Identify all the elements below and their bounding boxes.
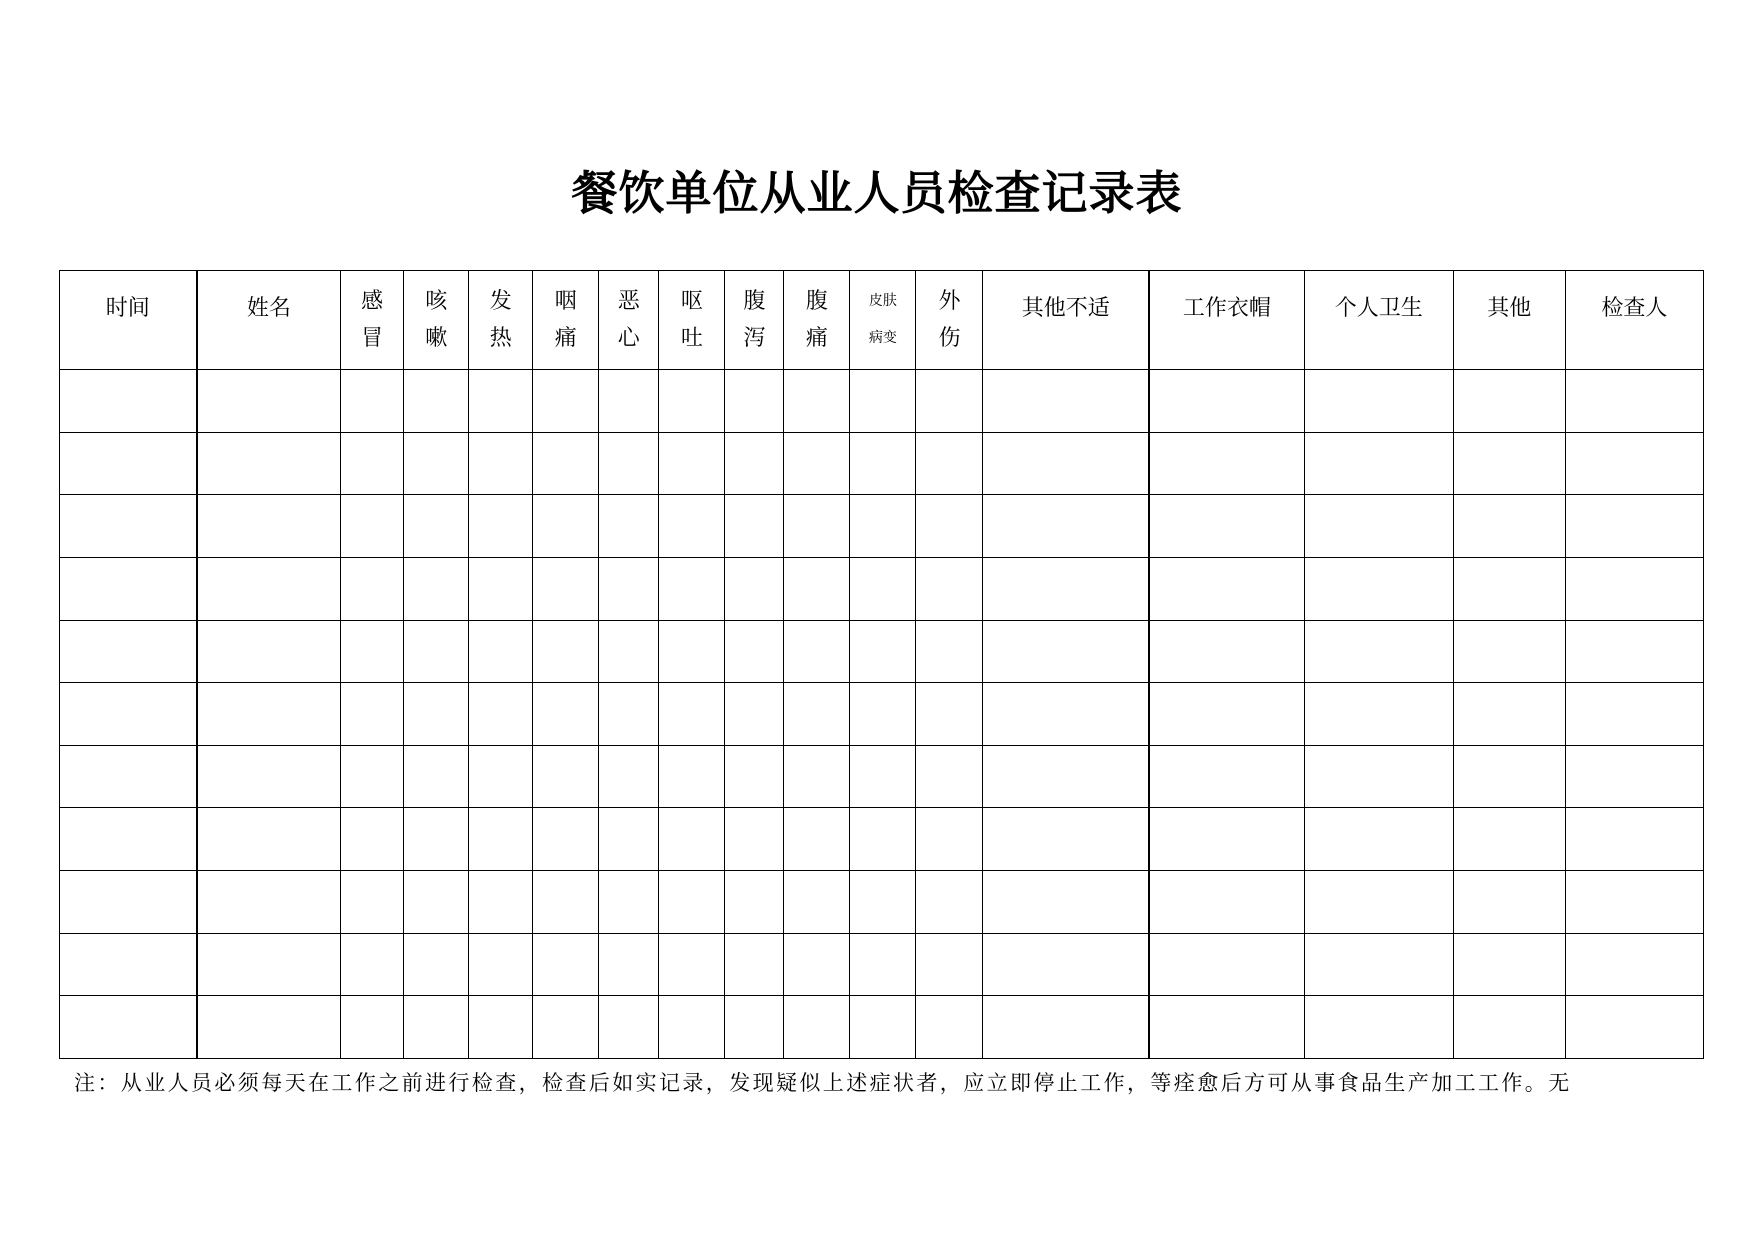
table-row xyxy=(60,933,1704,996)
cell-name[interactable] xyxy=(197,432,341,495)
cell-nausea[interactable] xyxy=(599,996,659,1059)
cell-cold[interactable] xyxy=(341,996,404,1059)
cell-other[interactable] xyxy=(1453,683,1565,746)
cell-diarrhea[interactable] xyxy=(725,683,784,746)
cell-cough[interactable] xyxy=(404,557,469,620)
table-row xyxy=(60,557,1704,620)
cell-other-discomfort[interactable] xyxy=(983,745,1149,808)
cell-cough[interactable] xyxy=(404,996,469,1059)
cell-cough[interactable] xyxy=(404,495,469,558)
cell-time[interactable] xyxy=(60,432,197,495)
cell-skin-lesion[interactable] xyxy=(850,557,916,620)
cell-cold[interactable] xyxy=(341,808,404,871)
cell-injury[interactable] xyxy=(916,871,983,934)
cell-name[interactable] xyxy=(197,871,341,934)
header-abdominal-pain: 腹 痛 xyxy=(784,271,850,370)
cell-inspector[interactable] xyxy=(1565,370,1703,433)
cell-nausea[interactable] xyxy=(599,683,659,746)
cell-sore-throat[interactable] xyxy=(533,683,599,746)
cell-time[interactable] xyxy=(60,871,197,934)
cell-other-discomfort[interactable] xyxy=(983,871,1149,934)
cell-vomit[interactable] xyxy=(659,808,725,871)
cell-sore-throat[interactable] xyxy=(533,745,599,808)
cell-nausea[interactable] xyxy=(599,432,659,495)
cell-inspector[interactable] xyxy=(1565,933,1703,996)
cell-nausea[interactable] xyxy=(599,871,659,934)
cell-sore-throat[interactable] xyxy=(533,370,599,433)
header-name: 姓名 xyxy=(197,271,341,370)
cell-cold[interactable] xyxy=(341,495,404,558)
cell-diarrhea[interactable] xyxy=(725,557,784,620)
cell-name[interactable] xyxy=(197,996,341,1059)
cell-fever[interactable] xyxy=(469,620,533,683)
cell-sore-throat[interactable] xyxy=(533,432,599,495)
header-time: 时间 xyxy=(60,271,197,370)
header-work-clothes: 工作衣帽 xyxy=(1149,271,1304,370)
header-vomit: 呕 吐 xyxy=(659,271,725,370)
cell-skin-lesion[interactable] xyxy=(850,808,916,871)
cell-other-discomfort[interactable] xyxy=(983,933,1149,996)
cell-inspector[interactable] xyxy=(1565,557,1703,620)
footnote: 注：从业人员必须每天在工作之前进行检查，检查后如实记录，发现疑似上述症状者，应立即停止工作，等痊愈后方可从事食品生产加工工作。无 xyxy=(74,1071,1572,1095)
cell-abdominal-pain[interactable] xyxy=(784,620,850,683)
cell-name[interactable] xyxy=(197,557,341,620)
cell-cold[interactable] xyxy=(341,871,404,934)
cell-name[interactable] xyxy=(197,808,341,871)
cell-cough[interactable] xyxy=(404,370,469,433)
cell-other-discomfort[interactable] xyxy=(983,432,1149,495)
cell-other[interactable] xyxy=(1453,495,1565,558)
cell-abdominal-pain[interactable] xyxy=(784,933,850,996)
cell-work-clothes[interactable] xyxy=(1149,745,1304,808)
cell-other-discomfort[interactable] xyxy=(983,808,1149,871)
cell-inspector[interactable] xyxy=(1565,495,1703,558)
cell-personal-hygiene[interactable] xyxy=(1304,495,1453,558)
record-body xyxy=(60,370,1704,1059)
cell-other-discomfort[interactable] xyxy=(983,495,1149,558)
cell-nausea[interactable] xyxy=(599,557,659,620)
cell-cold[interactable] xyxy=(341,557,404,620)
cell-injury[interactable] xyxy=(916,495,983,558)
cell-inspector[interactable] xyxy=(1565,808,1703,871)
header-other: 其他 xyxy=(1453,271,1565,370)
cell-skin-lesion[interactable] xyxy=(850,432,916,495)
inspection-record-table xyxy=(59,270,1704,1059)
cell-vomit[interactable] xyxy=(659,683,725,746)
cell-fever[interactable] xyxy=(469,745,533,808)
cell-name[interactable] xyxy=(197,933,341,996)
cell-other[interactable] xyxy=(1453,871,1565,934)
cell-fever[interactable] xyxy=(469,871,533,934)
cell-sore-throat[interactable] xyxy=(533,620,599,683)
cell-vomit[interactable] xyxy=(659,432,725,495)
cell-time[interactable] xyxy=(60,808,197,871)
cell-vomit[interactable] xyxy=(659,620,725,683)
cell-skin-lesion[interactable] xyxy=(850,495,916,558)
table-row xyxy=(60,683,1704,746)
cell-injury[interactable] xyxy=(916,745,983,808)
cell-cough[interactable] xyxy=(404,683,469,746)
cell-name[interactable] xyxy=(197,683,341,746)
cell-inspector[interactable] xyxy=(1565,683,1703,746)
cell-abdominal-pain[interactable] xyxy=(784,495,850,558)
cell-injury[interactable] xyxy=(916,683,983,746)
cell-cough[interactable] xyxy=(404,871,469,934)
cell-diarrhea[interactable] xyxy=(725,370,784,433)
cell-other-discomfort[interactable] xyxy=(983,996,1149,1059)
cell-skin-lesion[interactable] xyxy=(850,871,916,934)
cell-injury[interactable] xyxy=(916,370,983,433)
cell-other[interactable] xyxy=(1453,432,1565,495)
cell-other[interactable] xyxy=(1453,996,1565,1059)
cell-cough[interactable] xyxy=(404,933,469,996)
cell-sore-throat[interactable] xyxy=(533,996,599,1059)
cell-cold[interactable] xyxy=(341,683,404,746)
cell-vomit[interactable] xyxy=(659,871,725,934)
cell-injury[interactable] xyxy=(916,996,983,1059)
cell-cough[interactable] xyxy=(404,745,469,808)
cell-cold[interactable] xyxy=(341,620,404,683)
header-skin-lesion: 皮肤 病变 xyxy=(850,271,916,370)
cell-abdominal-pain[interactable] xyxy=(784,871,850,934)
cell-other[interactable] xyxy=(1453,933,1565,996)
cell-abdominal-pain[interactable] xyxy=(784,683,850,746)
cell-diarrhea[interactable] xyxy=(725,933,784,996)
cell-work-clothes[interactable] xyxy=(1149,808,1304,871)
cell-diarrhea[interactable] xyxy=(725,620,784,683)
cell-work-clothes[interactable] xyxy=(1149,996,1304,1059)
cell-sore-throat[interactable] xyxy=(533,808,599,871)
table-row xyxy=(60,370,1704,433)
cell-personal-hygiene[interactable] xyxy=(1304,620,1453,683)
cell-fever[interactable] xyxy=(469,808,533,871)
cell-work-clothes[interactable] xyxy=(1149,871,1304,934)
cell-skin-lesion[interactable] xyxy=(850,745,916,808)
cell-abdominal-pain[interactable] xyxy=(784,432,850,495)
cell-work-clothes[interactable] xyxy=(1149,495,1304,558)
table-row xyxy=(60,620,1704,683)
cell-personal-hygiene[interactable] xyxy=(1304,808,1453,871)
cell-vomit[interactable] xyxy=(659,933,725,996)
cell-other-discomfort[interactable] xyxy=(983,683,1149,746)
table-row xyxy=(60,495,1704,558)
cell-time[interactable] xyxy=(60,620,197,683)
cell-work-clothes[interactable] xyxy=(1149,432,1304,495)
cell-skin-lesion[interactable] xyxy=(850,620,916,683)
cell-other-discomfort[interactable] xyxy=(983,370,1149,433)
cell-skin-lesion[interactable] xyxy=(850,370,916,433)
cell-other[interactable] xyxy=(1453,557,1565,620)
cell-nausea[interactable] xyxy=(599,370,659,433)
cell-inspector[interactable] xyxy=(1565,871,1703,934)
cell-vomit[interactable] xyxy=(659,996,725,1059)
cell-injury[interactable] xyxy=(916,620,983,683)
cell-fever[interactable] xyxy=(469,683,533,746)
cell-inspector[interactable] xyxy=(1565,432,1703,495)
cell-nausea[interactable] xyxy=(599,495,659,558)
cell-diarrhea[interactable] xyxy=(725,432,784,495)
cell-personal-hygiene[interactable] xyxy=(1304,557,1453,620)
cell-abdominal-pain[interactable] xyxy=(784,808,850,871)
header-fever: 发 热 xyxy=(469,271,533,370)
cell-personal-hygiene[interactable] xyxy=(1304,370,1453,433)
cell-cold[interactable] xyxy=(341,933,404,996)
cell-time[interactable] xyxy=(60,683,197,746)
table-row xyxy=(60,808,1704,871)
cell-cold[interactable] xyxy=(341,370,404,433)
cell-other[interactable] xyxy=(1453,745,1565,808)
table-row xyxy=(60,996,1704,1059)
page-title: 餐饮单位从业人员检查记录表 xyxy=(571,166,1183,220)
header-inspector: 检查人 xyxy=(1565,271,1703,370)
cell-fever[interactable] xyxy=(469,495,533,558)
cell-diarrhea[interactable] xyxy=(725,808,784,871)
cell-name[interactable] xyxy=(197,370,341,433)
cell-injury[interactable] xyxy=(916,557,983,620)
cell-time[interactable] xyxy=(60,745,197,808)
cell-injury[interactable] xyxy=(916,933,983,996)
cell-fever[interactable] xyxy=(469,370,533,433)
header-row xyxy=(60,271,1704,370)
cell-other-discomfort[interactable] xyxy=(983,620,1149,683)
cell-fever[interactable] xyxy=(469,933,533,996)
cell-other[interactable] xyxy=(1453,370,1565,433)
cell-name[interactable] xyxy=(197,495,341,558)
cell-skin-lesion[interactable] xyxy=(850,933,916,996)
cell-injury[interactable] xyxy=(916,432,983,495)
cell-diarrhea[interactable] xyxy=(725,871,784,934)
header-nausea: 恶 心 xyxy=(599,271,659,370)
cell-time[interactable] xyxy=(60,933,197,996)
cell-sore-throat[interactable] xyxy=(533,871,599,934)
table-row xyxy=(60,745,1704,808)
cell-vomit[interactable] xyxy=(659,745,725,808)
cell-abdominal-pain[interactable] xyxy=(784,996,850,1059)
cell-name[interactable] xyxy=(197,745,341,808)
cell-other[interactable] xyxy=(1453,808,1565,871)
cell-skin-lesion[interactable] xyxy=(850,996,916,1059)
header-sore-throat: 咽 痛 xyxy=(533,271,599,370)
cell-other[interactable] xyxy=(1453,620,1565,683)
header-cough: 咳 嗽 xyxy=(404,271,469,370)
table-row xyxy=(60,871,1704,934)
header-injury: 外 伤 xyxy=(916,271,983,370)
table-row xyxy=(60,432,1704,495)
cell-name[interactable] xyxy=(197,620,341,683)
header-cold: 感 冒 xyxy=(341,271,404,370)
cell-time[interactable] xyxy=(60,557,197,620)
cell-personal-hygiene[interactable] xyxy=(1304,745,1453,808)
cell-other-discomfort[interactable] xyxy=(983,557,1149,620)
cell-nausea[interactable] xyxy=(599,745,659,808)
cell-work-clothes[interactable] xyxy=(1149,933,1304,996)
header-personal-hygiene: 个人卫生 xyxy=(1304,271,1453,370)
cell-inspector[interactable] xyxy=(1565,996,1703,1059)
cell-time[interactable] xyxy=(60,370,197,433)
cell-injury[interactable] xyxy=(916,808,983,871)
cell-vomit[interactable] xyxy=(659,495,725,558)
header-other-discomfort: 其他不适 xyxy=(983,271,1149,370)
cell-abdominal-pain[interactable] xyxy=(784,557,850,620)
cell-fever[interactable] xyxy=(469,557,533,620)
cell-sore-throat[interactable] xyxy=(533,495,599,558)
cell-work-clothes[interactable] xyxy=(1149,370,1304,433)
cell-time[interactable] xyxy=(60,996,197,1059)
cell-cold[interactable] xyxy=(341,745,404,808)
cell-work-clothes[interactable] xyxy=(1149,620,1304,683)
cell-diarrhea[interactable] xyxy=(725,996,784,1059)
cell-vomit[interactable] xyxy=(659,557,725,620)
cell-sore-throat[interactable] xyxy=(533,933,599,996)
cell-personal-hygiene[interactable] xyxy=(1304,933,1453,996)
cell-abdominal-pain[interactable] xyxy=(784,745,850,808)
cell-personal-hygiene[interactable] xyxy=(1304,996,1453,1059)
cell-fever[interactable] xyxy=(469,432,533,495)
cell-cold[interactable] xyxy=(341,432,404,495)
cell-nausea[interactable] xyxy=(599,933,659,996)
header-diarrhea: 腹 泻 xyxy=(725,271,784,370)
cell-work-clothes[interactable] xyxy=(1149,557,1304,620)
cell-abdominal-pain[interactable] xyxy=(784,370,850,433)
cell-cough[interactable] xyxy=(404,620,469,683)
cell-work-clothes[interactable] xyxy=(1149,683,1304,746)
cell-diarrhea[interactable] xyxy=(725,745,784,808)
cell-cough[interactable] xyxy=(404,808,469,871)
cell-cough[interactable] xyxy=(404,432,469,495)
cell-inspector[interactable] xyxy=(1565,745,1703,808)
cell-skin-lesion[interactable] xyxy=(850,683,916,746)
cell-vomit[interactable] xyxy=(659,370,725,433)
cell-personal-hygiene[interactable] xyxy=(1304,683,1453,746)
cell-inspector[interactable] xyxy=(1565,620,1703,683)
cell-sore-throat[interactable] xyxy=(533,557,599,620)
cell-time[interactable] xyxy=(60,495,197,558)
cell-nausea[interactable] xyxy=(599,808,659,871)
cell-fever[interactable] xyxy=(469,996,533,1059)
cell-personal-hygiene[interactable] xyxy=(1304,871,1453,934)
cell-diarrhea[interactable] xyxy=(725,495,784,558)
cell-nausea[interactable] xyxy=(599,620,659,683)
cell-personal-hygiene[interactable] xyxy=(1304,432,1453,495)
